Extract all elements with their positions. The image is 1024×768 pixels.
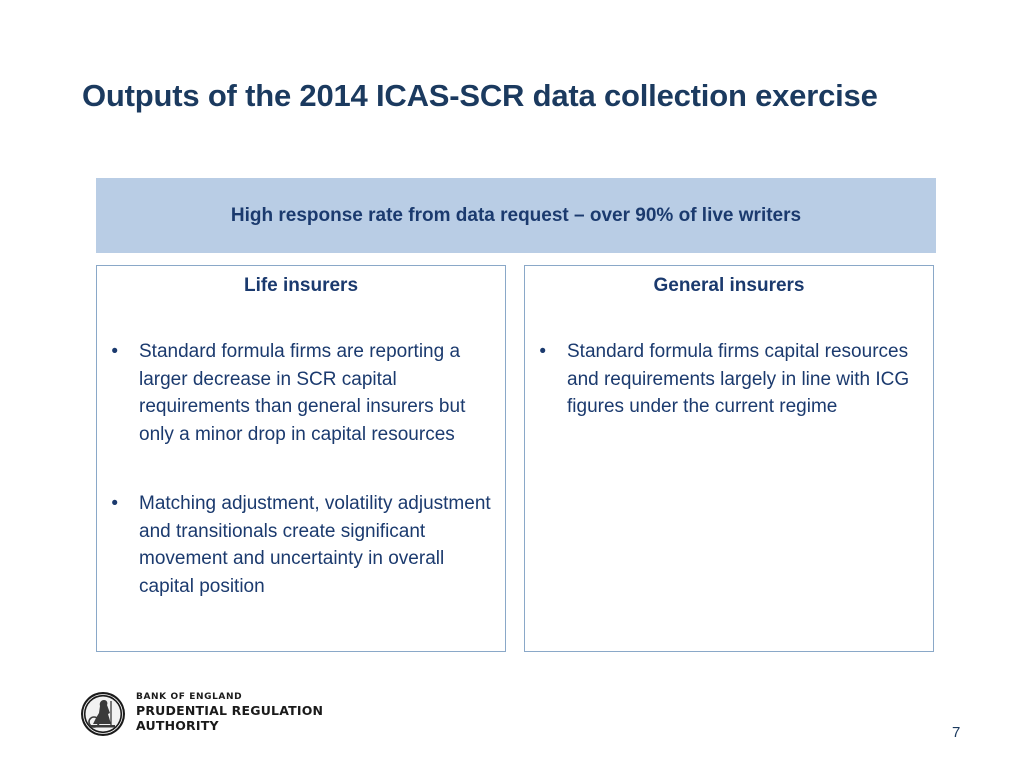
bullet-item bbox=[97, 490, 505, 600]
general-insurers-bullets bbox=[525, 338, 933, 421]
general-insurers-panel bbox=[524, 265, 934, 652]
bullet-text: Standard formula firms capital resources and requirements largely in line with ICG figures under the current regime bbox=[567, 341, 910, 417]
slide-title: Outputs of the 2014 ICAS-SCR data collection exercise bbox=[82, 78, 878, 113]
life-insurers-heading: Life insurers bbox=[243, 275, 359, 296]
life-insurers-panel bbox=[96, 265, 506, 652]
logo-text bbox=[136, 693, 323, 736]
general-insurers-heading: General insurers bbox=[653, 275, 805, 296]
logo-line-authority: AUTHORITY bbox=[136, 718, 219, 733]
bullet-icon: • bbox=[539, 341, 546, 362]
britannia-seal-icon bbox=[80, 691, 126, 737]
bullet-item bbox=[525, 338, 933, 421]
highlight-banner bbox=[96, 178, 936, 253]
bank-of-england-logo bbox=[80, 691, 323, 737]
bullet-icon: • bbox=[111, 493, 118, 514]
bullet-text: Matching adjustment, volatility adjustment and transitionals create significant movement and uncertainty in overall capital position bbox=[139, 493, 491, 597]
banner-text: High response rate from data request – over 90% of live writers bbox=[230, 204, 802, 226]
life-insurers-bullets bbox=[97, 338, 505, 600]
bullet-icon: • bbox=[111, 341, 118, 362]
bullet-item bbox=[97, 338, 505, 448]
logo-line-prudential: PRUDENTIAL REGULATION bbox=[136, 702, 324, 718]
logo-line-bank: BANK OF ENGLAND bbox=[136, 691, 243, 702]
page-number: 7 bbox=[952, 724, 961, 741]
bullet-text: Standard formula firms are reporting a larger decrease in SCR capital requirements than general insurers but only a minor drop in capital resources bbox=[139, 341, 466, 445]
